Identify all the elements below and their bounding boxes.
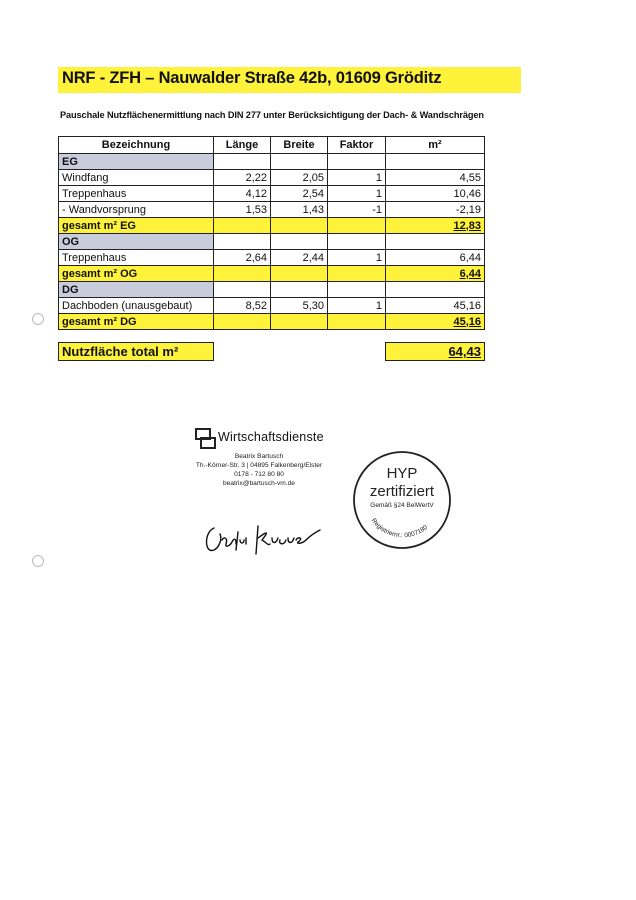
section-row-dg bbox=[59, 282, 485, 298]
section-label-dg: DG bbox=[59, 282, 214, 298]
row-name: Treppenhaus bbox=[59, 250, 214, 266]
row-name: - Wandvorsprung bbox=[59, 202, 214, 218]
table-row bbox=[59, 250, 485, 266]
row-m2: 4,55 bbox=[386, 170, 485, 186]
row-laenge: 4,12 bbox=[214, 186, 271, 202]
sum-row-dg bbox=[59, 314, 485, 330]
stamp-hyp: HYP bbox=[386, 465, 418, 482]
header-laenge: Länge bbox=[214, 137, 271, 154]
row-laenge: 1,53 bbox=[214, 202, 271, 218]
sum-row-og bbox=[59, 266, 485, 282]
row-m2: 10,46 bbox=[386, 186, 485, 202]
row-m2: 6,44 bbox=[386, 250, 485, 266]
sum-row-eg bbox=[59, 218, 485, 234]
document-subtitle: Pauschale Nutzflächenermittlung nach DIN 277 unter Berücksichtigung der Dach- & Wandschrägen bbox=[60, 110, 484, 120]
total-value: 64,43 bbox=[448, 344, 481, 359]
table-row bbox=[59, 298, 485, 314]
company-address-block bbox=[178, 452, 340, 488]
certification-stamp bbox=[350, 448, 454, 552]
row-name: Treppenhaus bbox=[59, 186, 214, 202]
row-breite: 2,05 bbox=[271, 170, 328, 186]
company-address: Th.-Körner-Str. 3 | 04895 Falkenberg/Elster bbox=[195, 462, 323, 469]
row-laenge: 2,64 bbox=[214, 250, 271, 266]
sum-value-eg: 12,83 bbox=[453, 219, 481, 232]
table-row bbox=[59, 186, 485, 202]
table-row bbox=[59, 202, 485, 218]
section-label-og: OG bbox=[59, 234, 214, 250]
company-phone: 0178 - 712 80 80 bbox=[234, 471, 284, 478]
signature bbox=[200, 510, 330, 560]
document-title: NRF - ZFH – Nauwalder Straße 42b, 01609 Gröditz bbox=[62, 69, 442, 87]
header-bezeichnung: Bezeichnung bbox=[59, 137, 214, 154]
row-m2: -2,19 bbox=[386, 202, 485, 218]
sum-value-og: 6,44 bbox=[459, 267, 481, 280]
row-breite: 2,54 bbox=[271, 186, 328, 202]
total-row bbox=[59, 343, 485, 361]
punch-hole bbox=[32, 313, 44, 325]
company-logo-icon bbox=[195, 428, 217, 450]
row-laenge: 2,22 bbox=[214, 170, 271, 186]
header-m2: m² bbox=[386, 137, 485, 154]
header-breite: Breite bbox=[271, 137, 328, 154]
row-faktor: -1 bbox=[328, 202, 386, 218]
table-header-row bbox=[59, 137, 485, 154]
row-faktor: 1 bbox=[328, 250, 386, 266]
punch-hole bbox=[32, 555, 44, 567]
stamp-registry: Registriernr.: 0007180 bbox=[369, 517, 430, 540]
row-m2: 45,16 bbox=[386, 298, 485, 314]
section-row-eg bbox=[59, 154, 485, 170]
row-name: Dachboden (unausgebaut) bbox=[59, 298, 214, 314]
svg-text:Registriernr.: 0007180 bbox=[370, 517, 430, 539]
row-breite: 5,30 bbox=[271, 298, 328, 314]
sum-value-dg: 45,16 bbox=[453, 315, 481, 328]
total-label: Nutzfläche total m² bbox=[59, 343, 214, 361]
section-row-og bbox=[59, 234, 485, 250]
table-row bbox=[59, 170, 485, 186]
area-table bbox=[58, 136, 485, 361]
row-breite: 2,44 bbox=[271, 250, 328, 266]
row-breite: 1,43 bbox=[271, 202, 328, 218]
row-faktor: 1 bbox=[328, 170, 386, 186]
company-email: beatrix@bartusch-vm.de bbox=[223, 480, 295, 487]
header-faktor: Faktor bbox=[328, 137, 386, 154]
sum-label-dg: gesamt m² DG bbox=[59, 314, 214, 330]
row-laenge: 8,52 bbox=[214, 298, 271, 314]
row-faktor: 1 bbox=[328, 186, 386, 202]
sum-label-og: gesamt m² OG bbox=[59, 266, 214, 282]
section-label-eg: EG bbox=[59, 154, 214, 170]
stamp-zertifiziert: zertifiziert bbox=[369, 483, 435, 500]
sum-label-eg: gesamt m² EG bbox=[59, 218, 214, 234]
row-faktor: 1 bbox=[328, 298, 386, 314]
company-name: Wirtschaftsdienste bbox=[218, 430, 324, 444]
stamp-norm: Gemäß §24 BelWertV bbox=[370, 502, 434, 509]
company-person: Beatrix Bartusch bbox=[234, 453, 284, 460]
row-name: Windfang bbox=[59, 170, 214, 186]
